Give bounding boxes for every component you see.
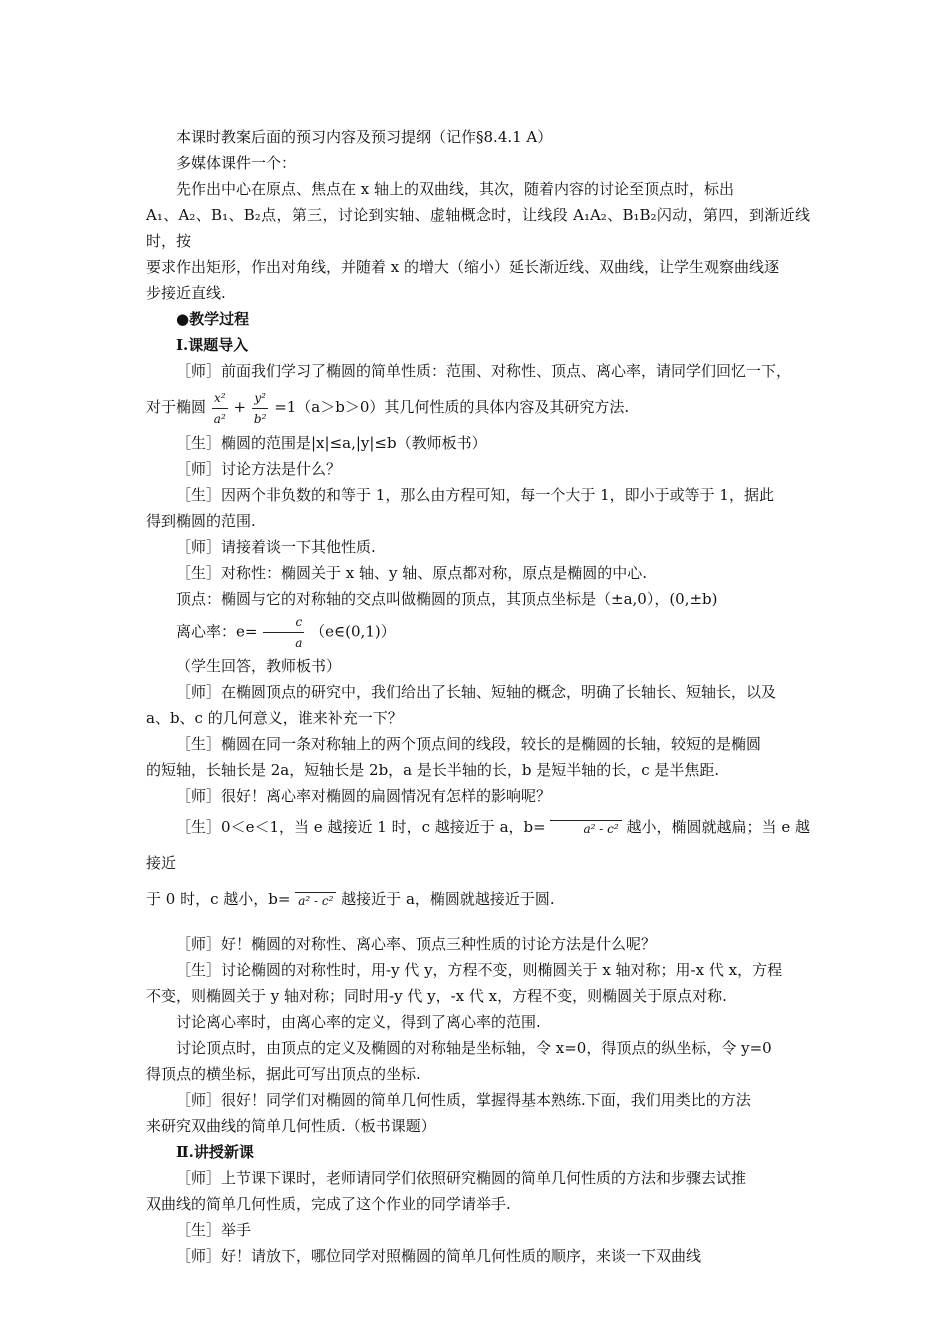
dialogue-line: 讨论顶点时，由顶点的定义及椭圆的对称轴是坐标轴，令 x=0，得顶点的纵坐标，令 y=0 bbox=[176, 1039, 772, 1057]
text: 越接近于 a，椭圆就越接近于圆. bbox=[341, 890, 555, 908]
fraction bbox=[263, 612, 304, 653]
fraction bbox=[252, 388, 269, 429]
fraction bbox=[212, 388, 228, 429]
dialogue-line: ［师］很好！离心率对椭圆的扁圆情况有怎样的影响呢？ bbox=[176, 787, 552, 805]
denominator: a bbox=[263, 632, 304, 653]
prep-line: 要求作出矩形，作出对角线，并随着 x 的增大（缩小）延长渐近线、双曲线，让学生观察曲线逐 bbox=[146, 258, 779, 276]
spacer bbox=[146, 917, 810, 931]
dialogue-line: ［师］很好！同学们对椭圆的简单几何性质，掌握得基本熟练.下面，我们用类比的方法 bbox=[176, 1091, 751, 1109]
prep-line: A₁、A₂、B₁、B₂点，第三，讨论到实轴、虚轴概念时，让线段 A₁A₂、B₁B₂闪动，第四，到渐近线时，按 bbox=[146, 206, 810, 250]
dialogue-line bbox=[146, 809, 810, 881]
dialogue-line: ［生］因两个非负数的和等于 1，那么由方程可知，每一个大于 1，即小于或等于 1，据此 bbox=[176, 486, 774, 504]
sqrt-expression: a² - c² bbox=[295, 892, 336, 909]
prep-line: 多媒体课件一个： bbox=[176, 154, 297, 172]
dialogue-line: 讨论离心率时，由离心率的定义，得到了离心率的范围. bbox=[176, 1013, 541, 1031]
prep-line: 先作出中心在原点、焦点在 x 轴上的双曲线，其次，随着内容的讨论至顶点时，标出 bbox=[176, 180, 734, 198]
text: ［生］0＜e＜1，当 e 越接近 1 时，c 越接近于 a，b= bbox=[176, 818, 546, 836]
numerator: x² bbox=[213, 390, 226, 405]
dialogue-line: ［生］举手 bbox=[176, 1221, 252, 1239]
text: 对于椭圆 bbox=[146, 398, 207, 416]
ellipse-equation-line bbox=[146, 384, 810, 430]
note-line: （学生回答，教师板书） bbox=[176, 657, 342, 675]
plus-sign: + bbox=[233, 398, 247, 416]
document-body bbox=[146, 124, 810, 1269]
text: 于 0 时，c 越小，b= bbox=[146, 890, 291, 908]
text: 离心率：e= bbox=[176, 622, 258, 641]
dialogue-line: ［师］好！椭圆的对称性、离心率、顶点三种性质的讨论方法是什么呢？ bbox=[176, 935, 657, 953]
dialogue-line: ［师］好！请放下，哪位同学对照椭圆的简单几何性质的顺序，来谈一下双曲线 bbox=[176, 1247, 702, 1265]
dialogue-line: ［师］前面我们学习了椭圆的简单性质：范围、对称性、顶点、离心率，请同学们回忆一下， bbox=[176, 362, 792, 380]
dialogue-line: ［生］椭圆的范围是|x|≤a,|y|≤b（教师板书） bbox=[176, 434, 487, 452]
dialogue-line: 顶点：椭圆与它的对称轴的交点叫做椭圆的顶点，其顶点坐标是（±a,0），(0,±b) bbox=[176, 590, 718, 608]
sqrt-expression: a² - c² bbox=[550, 820, 621, 837]
dialogue-line: a、b、c 的几何意义，谁来补充一下？ bbox=[146, 709, 403, 727]
denominator: b² bbox=[252, 408, 269, 429]
section-heading: Ⅰ.课题导入 bbox=[176, 336, 249, 354]
dialogue-line: 双曲线的简单几何性质，完成了这个作业的同学请举手. bbox=[146, 1195, 511, 1213]
dialogue-line: ［师］讨论方法是什么？ bbox=[176, 460, 342, 478]
dialogue-line bbox=[146, 881, 810, 917]
dialogue-line: 的短轴，长轴长是 2a，短轴长是 2b，a 是长半轴的长，b 是短半轴的长，c 是半焦距. bbox=[146, 761, 720, 779]
prep-line: 本课时教案后面的预习内容及预习提纲（记作§8.4.1 A） bbox=[176, 128, 553, 146]
dialogue-line: ［师］在椭圆顶点的研究中，我们给出了长轴、短轴的概念，明确了长轴长、短轴长，以及 bbox=[176, 683, 777, 701]
eccentricity-line bbox=[146, 612, 810, 653]
prep-line: 步接近直线. bbox=[146, 284, 226, 302]
text: 越小，椭圆就越扁；当 e 越接近 bbox=[146, 818, 810, 872]
dialogue-line: 得到椭圆的范围. bbox=[146, 512, 256, 530]
dialogue-line: ［师］上节课下课时，老师请同学们依照研究椭圆的简单几何性质的方法和步骤去试推 bbox=[176, 1169, 747, 1187]
denominator: a² bbox=[212, 408, 228, 429]
dialogue-line: 来研究双曲线的简单几何性质.（板书课题） bbox=[146, 1117, 436, 1135]
dialogue-line: ［生］讨论椭圆的对称性时，用-y 代 y，方程不变，则椭圆关于 x 轴对称；用-x 代 x，方程 bbox=[176, 961, 783, 979]
dialogue-line: ［生］椭圆在同一条对称轴上的两个顶点间的线段，较长的是椭圆的长轴，较短的是椭圆 bbox=[176, 735, 762, 753]
section-heading: Ⅱ.讲授新课 bbox=[176, 1143, 254, 1161]
dialogue-line: 不变，则椭圆关于 y 轴对称；同时用-y 代 y，-x 代 x，方程不变，则椭圆关于原点对称. bbox=[146, 987, 727, 1005]
dialogue-line: ［生］对称性：椭圆关于 x 轴、y 轴、原点都对称，原点是椭圆的中心. bbox=[176, 564, 648, 582]
text: =1（a＞b＞0）其几何性质的具体内容及其研究方法. bbox=[274, 398, 630, 416]
numerator: c bbox=[295, 615, 303, 629]
section-heading: ●教学过程 bbox=[176, 310, 250, 328]
numerator: y² bbox=[254, 390, 266, 405]
dialogue-line: 得顶点的横坐标，据此可写出顶点的坐标. bbox=[146, 1065, 421, 1083]
text: （e∈(0,1)） bbox=[310, 622, 396, 641]
dialogue-line: ［师］请接着谈一下其他性质. bbox=[176, 538, 376, 556]
